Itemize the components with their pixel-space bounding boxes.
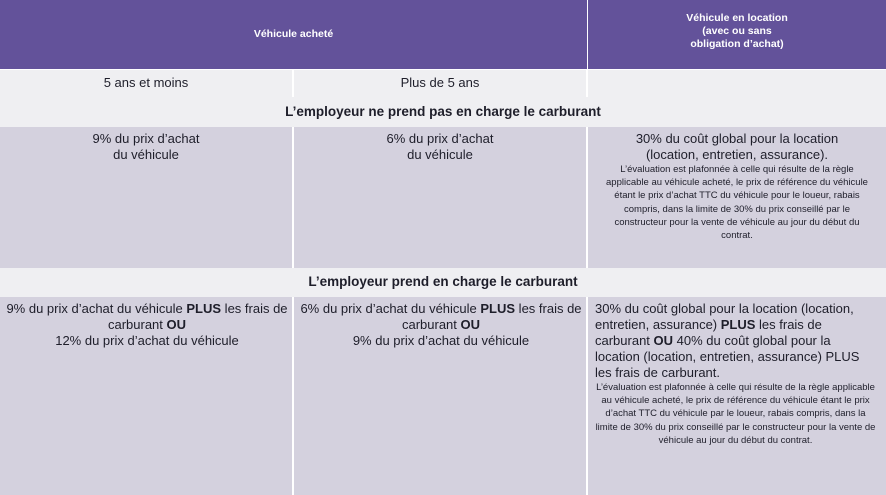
- fuel-over5-ou: OU: [460, 317, 481, 332]
- no-fuel-over5-line2: du véhicule: [407, 147, 473, 162]
- fuel-rented-text-c: 40% du coût global pour la location (location, entretien, assurance) PLUS les frais de carburant.: [595, 333, 860, 380]
- no-fuel-rented-line1: 30% du coût global pour la location: [635, 131, 839, 146]
- section-no-fuel-row: [0, 127, 886, 268]
- fuel-over5-text-b: les frais de carburant: [401, 301, 582, 332]
- header-rented-line1: Véhicule en location: [686, 12, 788, 24]
- fuel-under5-ou: OU: [166, 317, 187, 332]
- fuel-under5-text-a: 9% du prix d’achat du véhicule: [6, 301, 187, 316]
- age-under5-label: 5 ans et moins: [103, 75, 189, 90]
- fuel-over5-cell: [294, 297, 588, 495]
- fuel-rented-note: L’évaluation est plafonnée à celle qui résulte de la règle applicable au véhicule acheté, le prix de référence du véhicule étant le prix d’achat TTC du véhicule par le loueur, rabais compris, dans la limite de 30% du prix conseillé par le constructeur pour la vente de véhicule au jour du début du contrat.: [595, 382, 876, 446]
- fuel-under5-text-b: les frais de carburant: [107, 301, 288, 332]
- no-fuel-rented-cell: [588, 127, 886, 268]
- fuel-over5-text-c: 9% du prix d’achat du véhicule: [352, 333, 530, 348]
- no-fuel-rented-line2: (location, entretien, assurance).: [645, 147, 829, 162]
- header-purchased: [0, 0, 588, 69]
- fuel-under5-cell: [0, 297, 294, 495]
- age-subheader-row: [0, 69, 886, 98]
- header-rented-line2: (avec ou sans: [702, 25, 772, 37]
- no-fuel-under5-line1: 9% du prix d’achat: [92, 131, 200, 146]
- no-fuel-over5-line1: 6% du prix d’achat: [386, 131, 494, 146]
- no-fuel-under5-cell: [0, 127, 294, 268]
- fuel-over5-text-a: 6% du prix d’achat du véhicule: [300, 301, 481, 316]
- fuel-under5-text-c: 12% du prix d’achat du véhicule: [55, 333, 239, 348]
- fuel-over5-plus: PLUS: [480, 301, 516, 316]
- fuel-rented-text-b: les frais de carburant: [595, 317, 822, 348]
- age-under5-cell: [0, 70, 294, 98]
- fuel-rented-cell: [588, 297, 886, 495]
- fuel-rented-text-a: 30% du coût global pour la location (location, entretien, assurance): [595, 301, 854, 332]
- fuel-rented-ou: OU: [653, 333, 674, 348]
- header-rented-line3: obligation d’achat): [690, 38, 784, 50]
- rented-empty-cell: [588, 70, 886, 98]
- header-rented: [588, 0, 886, 69]
- no-fuel-rented-note: L’évaluation est plafonnée à celle qui résulte de la règle applicable au véhicule acheté, le prix de référence du véhicule étant le prix d’achat TTC du véhicule pour le loueur, rabais compris, dans la limite de 30% du prix conseillé par le constructeur pour la vente de véhicule au jour du début du contrat.: [606, 164, 868, 242]
- section-fuel-title: L’employeur prend en charge le carburant: [0, 268, 886, 297]
- age-over5-label: Plus de 5 ans: [400, 75, 480, 90]
- no-fuel-under5-line2: du véhicule: [113, 147, 179, 162]
- section-no-fuel-title: L’employeur ne prend pas en charge le carburant: [0, 97, 886, 127]
- header-purchased-label: Véhicule acheté: [253, 28, 334, 40]
- fuel-rented-plus: PLUS: [720, 317, 756, 332]
- section-fuel-row: [0, 297, 886, 495]
- no-fuel-over5-cell: [294, 127, 588, 268]
- age-over5-cell: [294, 70, 588, 98]
- fuel-under5-plus: PLUS: [186, 301, 222, 316]
- header-row: [0, 0, 886, 69]
